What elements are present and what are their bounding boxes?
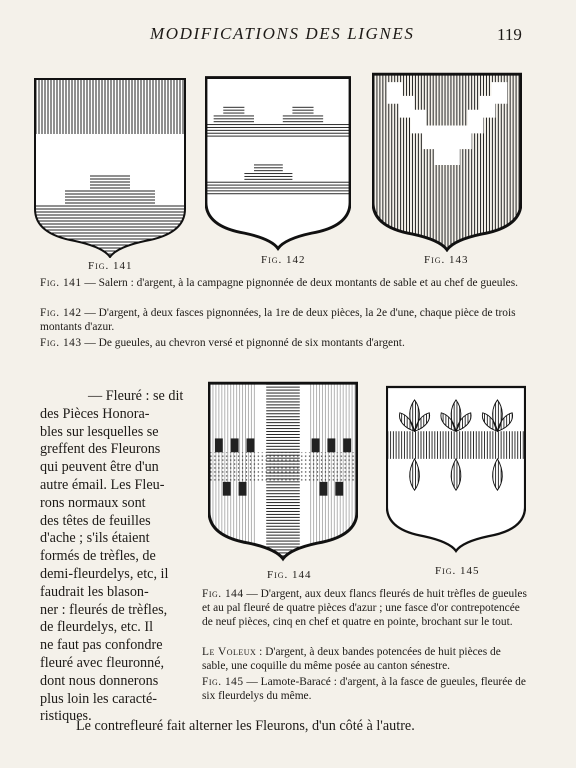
caption-le-voleux: Le Voleux : D'argent, à deux bandes potencées de huit pièces de sable, une coquille du même posée au canton sénestre.	[202, 646, 501, 672]
final-paragraph-line: Le contrefleuré fait alterner les Fleurons, d'un côté à l'autre.	[76, 718, 415, 734]
body-line: d'ache ; s'ils étaient	[40, 530, 150, 547]
fig-141-label: Fig. 141	[88, 260, 133, 272]
body-line: plus loin les caracté-	[40, 690, 157, 707]
body-text-fleure	[40, 388, 202, 726]
body-line: des Pièces Honora-	[40, 405, 150, 422]
body-line: ristiques.	[40, 708, 92, 725]
body-line: de fleurdelys, etc. Il	[40, 619, 154, 636]
body-line: bles sur lesquelles se	[40, 423, 159, 440]
shield-fig-145	[386, 385, 526, 553]
body-line: fleuré avec fleuronné,	[40, 654, 165, 671]
caption-fig-145: Fig. 145 — Lamote-Baracé : d'argent, à la fasce de gueules, fleurée de six fleurdelys du même.	[202, 676, 526, 702]
caption-fig-144: Fig. 144 — D'argent, aux deux flancs fleurés de huit trèfles de gueules et au pal fleuré de quatre pièces d'azur ; une fasce d'or contrepotencée de neuf pièces, cinq en chef et quatre en pointe, brochant sur le tout.	[202, 588, 527, 628]
shield-fig-143	[372, 72, 522, 252]
shield-fig-142	[205, 75, 351, 251]
caption-fig-143: Fig. 143 — De gueules, au chevron versé et pignonné de six montants d'argent.	[40, 337, 405, 349]
body-line: rons normaux sont	[40, 494, 146, 511]
body-line: — Fleuré : se dit	[88, 388, 184, 404]
body-line: greffent des Fleurons	[40, 441, 161, 458]
fig-143-label: Fig. 143	[424, 254, 469, 266]
body-line: ne faut pas confondre	[40, 637, 163, 654]
body-line: des têtes de feuilles	[40, 512, 151, 529]
body-line: faudrait les blason-	[40, 583, 149, 600]
fig-145-label: Fig. 145	[435, 565, 480, 577]
body-line: formés de trèfles, de	[40, 548, 156, 565]
shield-fig-141	[34, 78, 186, 258]
fig-144-label: Fig. 144	[267, 569, 312, 581]
body-line: qui peuvent être d'un	[40, 459, 159, 476]
shield-fig-144	[208, 380, 358, 562]
running-head-title: MODIFICATIONS DES LIGNES	[150, 24, 415, 43]
body-line: autre émail. Les Fleu-	[40, 476, 165, 493]
body-line: demi-fleurdelys, etc, il	[40, 565, 169, 582]
body-line: ner : fleurés de trèfles,	[40, 601, 168, 618]
caption-fig-141: Fig. 141 — Salern : d'argent, à la campagne pignonnée de deux montants de sable et au chef de gueules.	[40, 277, 518, 289]
caption-fig-142: Fig. 142 — D'argent, à deux fasces pignonnées, la 1re de deux pièces, la 2e d'une, chaque pièce de trois montants d'azur.	[40, 307, 516, 333]
fig-142-label: Fig. 142	[261, 254, 306, 266]
body-line: dont nous donnerons	[40, 672, 159, 689]
page-number: 119	[497, 25, 522, 44]
